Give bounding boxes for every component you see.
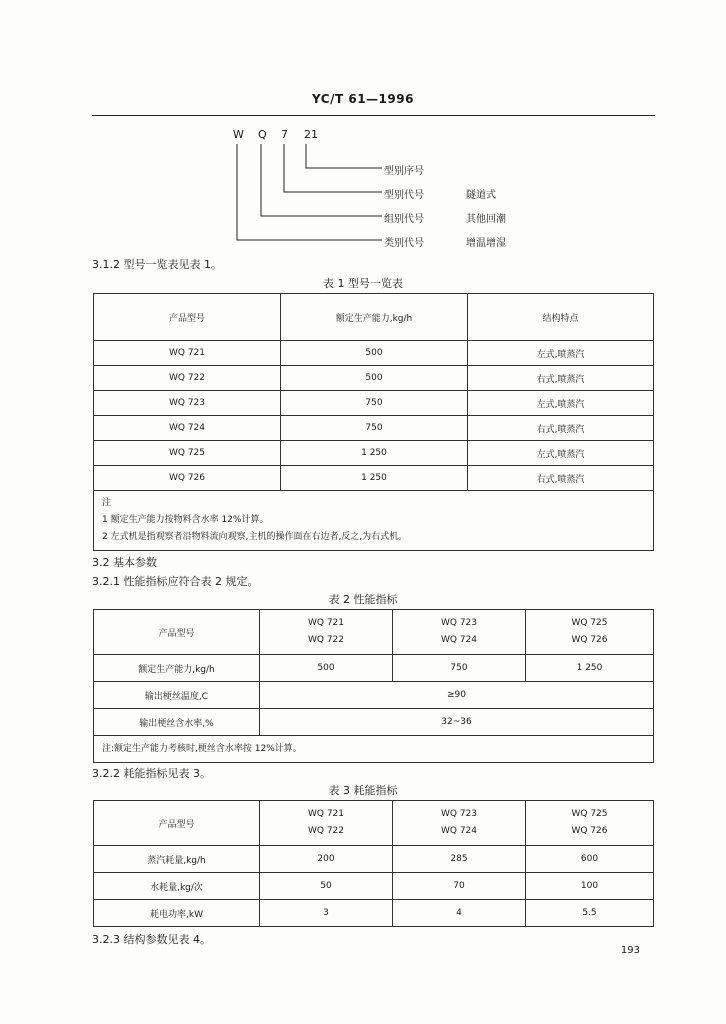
model-name: WQ 726	[571, 635, 608, 645]
table2-model-group	[393, 610, 526, 655]
annotation-value-group: 其他回潮	[466, 214, 506, 225]
table1-notes-row	[94, 491, 654, 551]
annotation-label-group: 组别代号	[384, 214, 424, 225]
table-row-label: 额定生产能力,kg/h	[94, 655, 260, 682]
table-cell: 50	[260, 873, 393, 900]
table3-header-row	[94, 801, 654, 846]
table-cell: 500	[281, 341, 468, 366]
table3-model-group	[260, 801, 393, 846]
code-letter-q: Q	[258, 128, 267, 141]
table-cell: 200	[260, 846, 393, 873]
table-cell: WQ 722	[94, 366, 281, 391]
table-cell: 4	[393, 900, 526, 927]
page-number: 193	[620, 945, 640, 956]
table-row	[94, 846, 654, 873]
table-cell: 1 250	[281, 441, 468, 466]
table1	[93, 293, 654, 551]
table2	[93, 609, 654, 763]
model-name: WQ 723	[440, 809, 478, 819]
section-3-2-1: 3.2.1 性能指标应符合表 2 规定。	[92, 575, 259, 588]
table-row	[94, 441, 654, 466]
table2-note-row	[94, 736, 654, 763]
table-cell: 70	[393, 873, 526, 900]
note-item: 1 额定生产能力按物料含水率 12%计算。	[102, 515, 269, 525]
annotation-value-category: 增温增湿	[466, 238, 506, 249]
table-cell: WQ 721	[94, 341, 281, 366]
table-row-label: 耗电功率,kW	[94, 900, 260, 927]
table3-model-group	[393, 801, 526, 846]
code-letter-21: 21	[304, 128, 318, 141]
table-row	[94, 655, 654, 682]
table-row	[94, 391, 654, 416]
table-cell: 285	[393, 846, 526, 873]
table-cell: 100	[526, 873, 654, 900]
table2-model-group	[526, 610, 654, 655]
model-name: WQ 721	[307, 809, 345, 819]
model-name: WQ 724	[440, 826, 478, 836]
section-3-2-2: 3.2.2 耗能指标见表 3。	[92, 767, 211, 780]
table-cell: 右式,喷蒸汽	[468, 466, 654, 491]
table-cell: 右式,喷蒸汽	[468, 416, 654, 441]
table1-header-row	[94, 294, 654, 341]
note-item: 2 左式机是指观察者沿物料流向观察,主机的操作面在右边者,反之,为右式机。	[102, 532, 408, 542]
table-cell: WQ 726	[94, 466, 281, 491]
table-row-label: 蒸汽耗量,kg/h	[94, 846, 260, 873]
table3-header-label: 产品型号	[94, 801, 260, 846]
table2-header-label: 产品型号	[94, 610, 260, 655]
table-cell: 左式,喷蒸汽	[468, 341, 654, 366]
table-row	[94, 366, 654, 391]
code-letter-w: W	[233, 128, 244, 141]
table-row	[94, 709, 654, 736]
table-cell: WQ 724	[94, 416, 281, 441]
table-row	[94, 466, 654, 491]
table3-caption: 表 3 耗能指标	[328, 784, 398, 797]
table-cell: WQ 723	[94, 391, 281, 416]
table1-header-capacity: 额定生产能力,kg/h	[281, 294, 468, 341]
standard-header: YC/T 61—1996	[312, 92, 414, 106]
table-cell: 1 250	[526, 655, 654, 682]
table2-caption: 表 2 性能指标	[328, 593, 398, 606]
table-cell: 500	[281, 366, 468, 391]
table-cell: 750	[393, 655, 526, 682]
model-name: WQ 721	[307, 618, 345, 628]
table2-model-group	[260, 610, 393, 655]
table-cell: 32~36	[260, 709, 654, 736]
section-3-2: 3.2 基本参数	[92, 556, 157, 569]
model-name: WQ 726	[571, 826, 608, 836]
model-name: WQ 724	[440, 635, 478, 645]
note-heading: 注	[102, 498, 112, 508]
table-row	[94, 682, 654, 709]
code-diagram-lines	[0, 0, 726, 260]
table-cell: 左式,喷蒸汽	[468, 441, 654, 466]
table-cell: 左式,喷蒸汽	[468, 391, 654, 416]
annotation-label-serial: 型别序号	[384, 166, 424, 177]
section-3-1-2: 3.1.2 型号一览表见表 1。	[92, 258, 222, 271]
table1-caption: 表 1 型号一览表	[323, 277, 403, 290]
model-name: WQ 723	[440, 618, 478, 628]
table-cell: 500	[260, 655, 393, 682]
table-cell: 1 250	[281, 466, 468, 491]
table-cell: 5.5	[526, 900, 654, 927]
table2-header-row	[94, 610, 654, 655]
annotation-value-type: 隧道式	[466, 190, 496, 201]
section-3-2-3: 3.2.3 结构参数见表 4。	[92, 933, 211, 946]
model-name: WQ 722	[307, 826, 345, 836]
model-name: WQ 725	[571, 618, 608, 628]
model-name: WQ 722	[307, 635, 345, 645]
table-row-label: 水耗量,kg/次	[94, 873, 260, 900]
table-row	[94, 900, 654, 927]
table-row-label: 输出梗丝温度,C	[94, 682, 260, 709]
table-cell: 右式,喷蒸汽	[468, 366, 654, 391]
annotation-label-type: 型别代号	[384, 190, 424, 201]
table2-note: 注:额定生产能力考核时,梗丝含水率按 12%计算。	[94, 736, 654, 763]
table-cell: 750	[281, 391, 468, 416]
table1-header-structure: 结构特点	[468, 294, 654, 341]
table-row-label: 输出梗丝含水率,%	[94, 709, 260, 736]
table-cell: 600	[526, 846, 654, 873]
table-row	[94, 341, 654, 366]
table1-notes	[94, 491, 654, 551]
model-name: WQ 725	[571, 809, 608, 819]
table-row	[94, 873, 654, 900]
table3	[93, 800, 654, 927]
table1-header-model: 产品型号	[94, 294, 281, 341]
table-cell: 3	[260, 900, 393, 927]
table-row	[94, 416, 654, 441]
table-cell: 750	[281, 416, 468, 441]
annotation-label-category: 类别代号	[384, 238, 424, 249]
table-cell: WQ 725	[94, 441, 281, 466]
code-letter-7: 7	[281, 128, 288, 141]
table3-model-group	[526, 801, 654, 846]
table-cell: ≥90	[260, 682, 654, 709]
